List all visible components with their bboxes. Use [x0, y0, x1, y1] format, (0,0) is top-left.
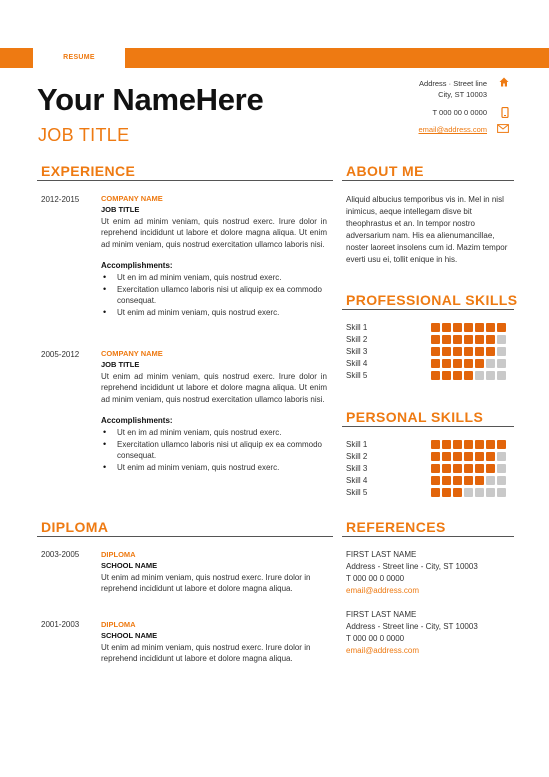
reference-email[interactable]: email@address.com [346, 586, 420, 595]
skill-dot-filled [464, 359, 473, 368]
skill-dot-filled [486, 452, 495, 461]
skill-dot-filled [431, 335, 440, 344]
skill-dot-filled [475, 464, 484, 473]
skill-dot-filled [453, 476, 462, 485]
reference-phone: T 000 00 0 0000 [346, 574, 405, 583]
skill-dot-filled [431, 347, 440, 356]
skill-dot-filled [453, 359, 462, 368]
accomplishments-label: Accomplishments: [101, 416, 173, 426]
skill-dot-empty [497, 452, 506, 461]
experience-entry-2 [101, 348, 327, 473]
skill-dot-filled [453, 452, 462, 461]
skill-dot-filled [475, 347, 484, 356]
skill-label: Skill 5 [346, 371, 368, 380]
diploma-description: Ut enim ad minim veniam, quis nostrud exerc. Irure dolor in reprehend incididunt ut labore et dolore magna aliqua. [101, 642, 311, 664]
skill-dot-empty [464, 488, 473, 497]
skill-row [346, 322, 516, 334]
skill-label: Skill 3 [346, 347, 368, 356]
reference-email[interactable]: email@address.com [346, 646, 420, 655]
personal-skills-heading: PERSONAL SKILLS [346, 409, 484, 425]
skill-dot-filled [442, 476, 451, 485]
references-rule [342, 536, 514, 537]
reference-address: Address - Street line - City, ST 10003 [346, 622, 478, 631]
skill-dot-filled [497, 323, 506, 332]
skill-dot-filled [442, 488, 451, 497]
skill-label: Skill 1 [346, 323, 368, 332]
skill-dot-filled [453, 371, 462, 380]
skill-dot-empty [486, 371, 495, 380]
professional-skills-rule [342, 309, 514, 310]
diploma-dates-1: 2003-2005 [41, 550, 80, 559]
diploma-heading: DIPLOMA [41, 519, 109, 535]
accomplishment-item: • Ut enim ad minim veniam, quis nostrud exerc. [101, 462, 327, 473]
diploma-description: Ut enim ad minim veniam, quis nostrud exerc. Irure dolor in reprehend incididunt ut labore et dolore magna aliqua. [101, 572, 311, 594]
reference-1 [346, 549, 526, 597]
skill-rating [431, 347, 506, 356]
diploma-entry-2 [101, 619, 311, 665]
skill-dot-filled [464, 347, 473, 356]
skill-row [346, 475, 516, 487]
skill-rating [431, 335, 506, 344]
accomplishments-label: Accomplishments: [101, 261, 173, 271]
skill-dot-filled [486, 440, 495, 449]
skill-dot-empty [497, 488, 506, 497]
address-line-1: Address · Street line [419, 79, 487, 88]
accomplishments-list [101, 427, 327, 473]
skill-dot-filled [464, 335, 473, 344]
experience-entry-1 [101, 193, 327, 318]
skill-dot-filled [464, 371, 473, 380]
contact-address [419, 78, 487, 100]
skill-row [346, 439, 516, 451]
skill-rating [431, 359, 506, 368]
company-name: COMPANY NAME [101, 349, 163, 358]
skill-row [346, 370, 516, 382]
skill-dot-filled [442, 371, 451, 380]
contact-email-link[interactable]: email@address.com [418, 125, 487, 134]
skill-dot-filled [486, 335, 495, 344]
company-name: COMPANY NAME [101, 194, 163, 203]
skill-dot-filled [453, 440, 462, 449]
accomplishments-list [101, 272, 327, 318]
diploma-label: DIPLOMA [101, 620, 136, 629]
skill-label: Skill 4 [346, 476, 368, 485]
skill-dot-filled [453, 347, 462, 356]
skill-dot-empty [475, 488, 484, 497]
skill-dot-filled [431, 476, 440, 485]
skill-dot-empty [497, 371, 506, 380]
skill-dot-empty [497, 347, 506, 356]
skill-row [346, 463, 516, 475]
contact-email-wrap [419, 124, 487, 135]
entry-job-title: JOB TITLE [101, 360, 140, 370]
skill-dot-filled [475, 452, 484, 461]
skill-rating [431, 488, 506, 497]
accomplishment-item: • Exercitation ullamco laboris nisi ut aliquip ex ea commodo consequat. [101, 439, 327, 462]
skill-dot-filled [442, 347, 451, 356]
accomplishment-item: • Ut en im ad minim veniam, quis nostrud exerc. [101, 272, 327, 283]
skill-label: Skill 2 [346, 452, 368, 461]
skill-dot-filled [453, 323, 462, 332]
school-name: SCHOOL NAME [101, 561, 158, 571]
about-heading: ABOUT ME [346, 163, 424, 179]
entry-description: Ut enim ad minim veniam, quis nostrud exerc. Irure dolor in reprehend incididunt ut labore et dolore magna aliqua. Ut enim ad minim veniam, quis nostrud exercitation ullamco laboris nisi. [101, 216, 327, 249]
entry-description: Ut enim ad minim veniam, quis nostrud exerc. Irure dolor in reprehend incididunt ut labore et dolore magna aliqua. Ut enim ad minim veniam, quis nostrud exercitation ullamco laboris nisi. [101, 371, 327, 404]
reference-address: Address - Street line - City, ST 10003 [346, 562, 478, 571]
skill-dot-filled [464, 440, 473, 449]
skill-rating [431, 371, 506, 380]
reference-name: FIRST LAST NAME [346, 610, 417, 619]
skill-dot-filled [453, 488, 462, 497]
resume-tab-label: RESUME [33, 48, 125, 68]
skill-dot-filled [453, 335, 462, 344]
skill-dot-filled [464, 476, 473, 485]
skill-label: Skill 2 [346, 335, 368, 344]
skill-dot-filled [442, 452, 451, 461]
skill-rating [431, 476, 506, 485]
experience-dates-1: 2012-2015 [41, 195, 80, 204]
skill-dot-filled [431, 323, 440, 332]
job-title-heading: JOB TITLE [38, 125, 130, 145]
skill-dot-empty [486, 476, 495, 485]
experience-rule [37, 180, 333, 181]
skill-label: Skill 3 [346, 464, 368, 473]
skill-dot-filled [486, 464, 495, 473]
skill-dot-filled [497, 440, 506, 449]
skill-row [346, 487, 516, 499]
skill-dot-empty [497, 359, 506, 368]
skill-row [346, 451, 516, 463]
skill-dot-filled [442, 440, 451, 449]
skill-rating [431, 452, 506, 461]
person-name: Your NameHere [37, 82, 264, 117]
accomplishment-item: • Ut enim ad minim veniam, quis nostrud exerc. [101, 307, 327, 318]
skill-dot-filled [431, 371, 440, 380]
contact-phone: T 000 00 0 0000 [432, 108, 487, 117]
skill-dot-filled [475, 323, 484, 332]
skill-row [346, 346, 516, 358]
skill-dot-empty [497, 464, 506, 473]
skill-dot-empty [497, 335, 506, 344]
skill-dot-filled [431, 452, 440, 461]
skill-dot-filled [431, 488, 440, 497]
about-rule [342, 180, 514, 181]
skill-dot-filled [464, 323, 473, 332]
skill-rating [431, 323, 506, 332]
skill-dot-filled [486, 347, 495, 356]
diploma-dates-2: 2001-2003 [41, 620, 80, 629]
skill-dot-empty [475, 371, 484, 380]
professional-skills-heading: PROFESSIONAL SKILLS [346, 292, 518, 308]
address-line-2: City, ST 10003 [438, 90, 487, 99]
skill-dot-empty [486, 359, 495, 368]
skill-row [346, 358, 516, 370]
diploma-label: DIPLOMA [101, 550, 136, 559]
top-bar-left [0, 48, 33, 68]
skill-dot-filled [486, 323, 495, 332]
skill-dot-filled [442, 359, 451, 368]
skill-dot-filled [475, 440, 484, 449]
skill-rating [431, 464, 506, 473]
personal-skills-rule [342, 426, 514, 427]
accomplishment-item: • Ut en im ad minim veniam, quis nostrud exerc. [101, 427, 327, 438]
skill-dot-filled [442, 464, 451, 473]
skill-dot-filled [475, 335, 484, 344]
skill-dot-filled [464, 464, 473, 473]
experience-dates-2: 2005-2012 [41, 350, 80, 359]
reference-phone: T 000 00 0 0000 [346, 634, 405, 643]
reference-name: FIRST LAST NAME [346, 550, 417, 559]
skill-dot-filled [431, 440, 440, 449]
envelope-icon [497, 124, 509, 136]
entry-job-title: JOB TITLE [101, 205, 140, 215]
accomplishment-item: • Exercitation ullamco laboris nisi ut aliquip ex ea commodo consequat. [101, 284, 327, 307]
skill-dot-filled [431, 464, 440, 473]
reference-2 [346, 609, 526, 657]
skill-label: Skill 4 [346, 359, 368, 368]
skill-row [346, 334, 516, 346]
references-heading: REFERENCES [346, 519, 446, 535]
skill-dot-filled [475, 476, 484, 485]
home-icon [499, 77, 509, 90]
skill-rating [431, 440, 506, 449]
skill-dot-filled [442, 323, 451, 332]
top-bar-right [125, 48, 549, 68]
skill-dot-filled [464, 452, 473, 461]
phone-icon [501, 107, 509, 121]
skill-dot-filled [431, 359, 440, 368]
skill-dot-filled [475, 359, 484, 368]
skill-dot-filled [453, 464, 462, 473]
skill-label: Skill 5 [346, 488, 368, 497]
skill-dot-empty [497, 476, 506, 485]
skill-dot-filled [442, 335, 451, 344]
about-text: Aliquid albucius temporibus vis in. Mel in nisl inimicus, aeque intellegam disve bit theophrastus et an. In tempor nostro adversarium nam. His ea alienumancillae, noster laoreet insolens cum id. Mazim tempor everti usu ei, tollit enique in his. [346, 195, 508, 264]
diploma-entry-1 [101, 549, 311, 595]
experience-heading: EXPERIENCE [41, 163, 136, 179]
skill-label: Skill 1 [346, 440, 368, 449]
school-name: SCHOOL NAME [101, 631, 158, 641]
diploma-rule [37, 536, 333, 537]
skill-dot-empty [486, 488, 495, 497]
